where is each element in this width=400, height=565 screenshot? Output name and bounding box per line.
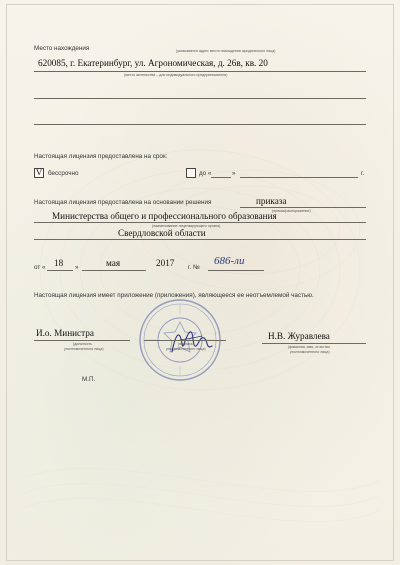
until-label: до « <box>199 170 212 177</box>
license-number: 686-ли <box>214 255 245 267</box>
signature-rule <box>144 340 226 341</box>
position-rule <box>34 340 130 341</box>
location-hint-bottom: (место жительства – для индивидуального предпринимателя) <box>124 73 228 77</box>
until-close: » <box>232 170 236 177</box>
address-rule <box>34 71 366 72</box>
name-rule <box>262 343 366 344</box>
seal-place-label: М.П. <box>82 376 96 383</box>
address-extra-rule-1 <box>34 98 366 99</box>
until-year-suffix: г. <box>361 170 365 177</box>
address-value: 620085, г. Екатеринбург, ул. Агрономическая, д. 26в, кв. 20 <box>38 58 268 68</box>
address-extra-rule-2 <box>34 124 366 125</box>
date-day: 18 <box>54 258 64 268</box>
decision-hint: (приказ/распоряжение) <box>272 209 311 213</box>
authority-line-2: Свердловской области <box>118 228 206 238</box>
authority-hint: (наименование лицензирующего органа) <box>152 224 221 228</box>
signature-hint-1: (подпись <box>178 342 193 346</box>
name-hint-2: уполномоченного лица) <box>290 350 330 354</box>
signature-hint-2: уполномоченного лица) <box>166 347 206 351</box>
license-number-rule <box>208 270 264 271</box>
decision-type: приказа <box>256 196 287 206</box>
date-month: мая <box>106 258 121 268</box>
basis-label: Настоящая лицензия предоставлена на основании решения <box>34 199 212 206</box>
term-label: Настоящая лицензия предоставлена на срок: <box>34 153 168 160</box>
date-day-close: » <box>75 264 79 271</box>
signatory-name: Н.В. Журавлева <box>268 331 330 341</box>
until-checkbox <box>186 168 196 178</box>
until-month-year-rule <box>240 177 358 178</box>
page-border <box>6 4 394 561</box>
date-year: 2017 <box>156 258 175 268</box>
date-prefix: от « <box>34 264 46 271</box>
appendix-text: Настоящая лицензия имеет приложение (приложения), являющееся ее неотъемлемой частью. <box>34 292 314 299</box>
date-month-rule <box>82 270 146 271</box>
authority-rule-1 <box>34 222 366 223</box>
check-mark: V <box>36 167 43 177</box>
until-day-rule <box>211 177 231 178</box>
date-day-rule <box>47 270 73 271</box>
indefinite-checkbox <box>34 168 44 178</box>
position-hint-1: (должность <box>73 342 93 346</box>
name-hint-1: (фамилия, имя, отчество <box>288 345 330 349</box>
indefinite-label: бессрочно <box>48 170 79 177</box>
position-hint-2: уполномоченного лица) <box>64 347 104 351</box>
location-hint-top: (указывается адрес места нахождения юридического лица) <box>176 49 276 53</box>
authority-rule-2 <box>34 239 366 240</box>
date-year-suffix: г. № <box>188 264 200 271</box>
authority-line-1: Министерства общего и профессионального образования <box>52 211 277 221</box>
decision-type-rule <box>240 207 366 208</box>
location-label: Место нахождения <box>34 45 90 52</box>
signatory-position: И.о. Министра <box>36 328 94 338</box>
handwritten-signature <box>166 322 216 360</box>
